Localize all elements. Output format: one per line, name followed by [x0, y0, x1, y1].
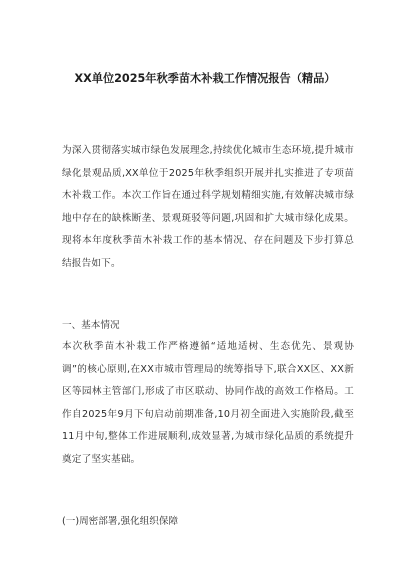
- intro-paragraph: 为深入贯彻落实城市绿色发展理念,持续优化城市生态环境,提升城市绿化景观品质,XX单位于2025年秋季组织开展并扎实推进了专项苗木补栽工作。本次工作旨在通过科学规划精细实施,有效解决城市绿地中存在的缺株断垄、景观斑驳等问题,巩固和扩大城市绿化成果。现将本年度秋季苗木补栽工作的基本情况、存在问题及下步打算总结报告如下。: [62, 145, 354, 269]
- section-body-paragraph: 本次秋季苗木补栽工作严格遵循“适地适树、生态优先、景观协调”的核心原则,在XX市城市管理局的统筹指导下,联合XX区、XX新区等园林主管部门,形成了市区联动、协同作战的高效工作格局。工作自2025年9月下旬启动前期准备,10月初全面进入实施阶段,截至11月中旬,整体工作进展顺利,成效显著,为城市绿化品质的系统提升奠定了坚实基础。: [62, 341, 354, 465]
- subsection-heading-organization: (一)周密部署,强化组织保障: [62, 516, 179, 527]
- section-heading-basic-situation: 一、基本情况: [62, 320, 120, 331]
- document-title: XX单位2025年秋季苗木补栽工作情况报告（精品）: [74, 72, 336, 85]
